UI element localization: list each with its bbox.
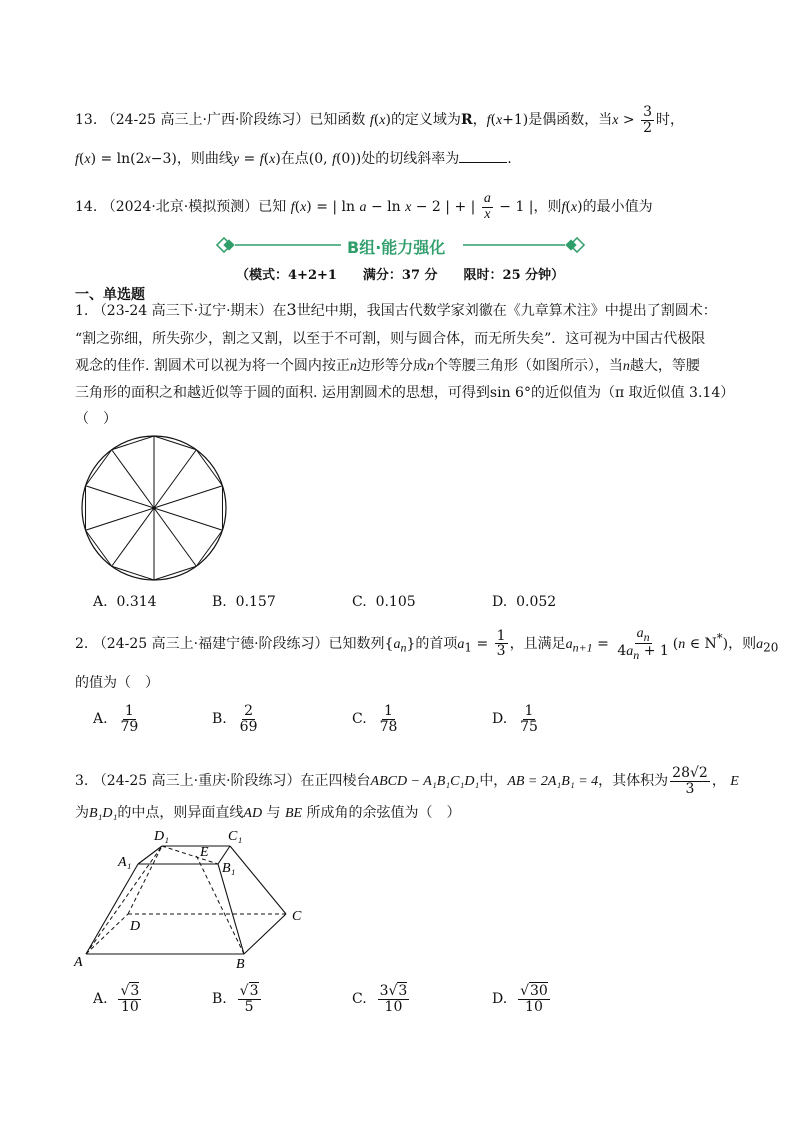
q13-fx: f <box>369 113 374 129</box>
q13-R: R <box>460 112 473 129</box>
label-D: D <box>130 919 141 934</box>
polygon-spoke <box>154 450 196 508</box>
polygon-spoke <box>112 508 154 566</box>
polygon-spoke <box>154 508 222 530</box>
q13-number: 13. <box>75 112 98 129</box>
q1-option-d[interactable]: D. 0.052 <box>492 594 557 610</box>
polygon-spoke <box>86 508 154 530</box>
polygon-edge <box>86 450 112 486</box>
polygon-edge <box>154 566 196 580</box>
banner-mode: （模式：4+2+1 满分：37 分 限时：25 分钟） <box>236 268 565 283</box>
polygon-edge <box>196 450 222 486</box>
q14-line: 14. （2024·北京·模拟预测）已知 f(x) = | ln a − ln x − 2 | + | $\frac{a}{x}$ − 1 |，则f(x)的最小值为 <box>75 191 653 222</box>
section-heading: 一、单选题 <box>75 287 145 303</box>
q3-option-b[interactable]: B. $\frac{√3}{5}$ <box>212 983 259 1015</box>
polygon-edge <box>196 530 222 566</box>
label-C1: C₁ <box>228 829 243 844</box>
q1-option-a[interactable]: A. 0.314 <box>93 594 157 610</box>
polygon-edge <box>154 436 196 450</box>
q3-option-a[interactable]: A. $\frac{√3}{10}$ <box>93 983 140 1015</box>
polygon-spoke <box>154 486 222 508</box>
label-A: A <box>74 955 83 970</box>
banner-title: B组·能力强化 <box>347 238 446 257</box>
polygon-spoke <box>112 450 154 508</box>
polygon-edge <box>86 530 112 566</box>
polygon-spoke <box>154 508 196 566</box>
q13-line1: 13. （24-25 高三上·广西·阶段练习）已知函数 f(x)的定义域为R，f(x+1)是偶函数，当x > $\frac{3}{2}$ 时， <box>75 104 685 136</box>
q1-line4: 三角形的面积之和越近似等于圆的面积. 运用割圆术的思想，可得到sin 6°的近似值为（π 取近似值 3.14） <box>75 385 735 401</box>
q2-option-b[interactable]: B. $\frac{2}{69}$ <box>212 703 258 735</box>
q2-option-d[interactable]: D. $\frac{1}{75}$ <box>492 703 538 735</box>
q13-line2: f(x) = ln(2x−3)，则曲线y = f(x)在点(0, f(0))处的切线斜率为 . <box>75 151 512 167</box>
q13-source: （24-25 高三上·广西·阶段练习）已知函数 <box>101 112 366 129</box>
q3-line1: 3. （24-25 高三上·重庆·阶段练习）在正四棱台ABCD − A₁B₁C₁D₁中，AB = 2A₁B₁ = 4，其体积为 $\frac{28√2}{3}$ ， E <box>75 765 739 797</box>
q3-option-c[interactable]: C. $\frac{3√3}{10}$ <box>352 983 408 1015</box>
label-B: B <box>236 957 245 972</box>
section-banner <box>215 232 585 262</box>
q1-option-b[interactable]: B. 0.157 <box>212 594 276 610</box>
q1-line1: 1. （23-24 高三下·辽宁·期末）在3世纪中期，我国古代数学家刘徽在《九章算术注》中提出了割圆术： <box>75 300 717 319</box>
q13-answer-blank[interactable] <box>459 162 507 163</box>
q2-line1: 2. （24-25 高三上·福建宁德·阶段练习）已知数列$\{a_n\}$的首项$a_1$ = $\frac{1}{3}$ ，且满足$a_{n+1}$ = $\frac{a_n}{4a_n + 1}$ (n ∈ N*)，则$a_{20}$ <box>75 626 779 663</box>
q1-line3: 观念的佳作. 割圆术可以视为将一个圆内按正n边形等分成n个等腰三角形（如图所示），当n越大，等腰 <box>75 358 700 374</box>
q1-circle-figure <box>70 434 240 584</box>
label-B1: B₁ <box>222 861 236 876</box>
q3-frustum-figure <box>68 826 328 972</box>
q2-option-a[interactable]: A. $\frac{1}{79}$ <box>93 703 139 735</box>
q1-paren: （ ） <box>75 411 117 427</box>
label-A1: A₁ <box>118 855 132 870</box>
polygon-edge <box>112 436 154 450</box>
q3-option-d[interactable]: D. $\frac{√30}{10}$ <box>492 983 548 1015</box>
polygon-spoke <box>86 486 154 508</box>
q2-line2: 的值为（ ） <box>75 675 159 691</box>
label-E: E <box>200 845 209 860</box>
polygon-edge <box>112 566 154 580</box>
q2-option-c[interactable]: C. $\frac{1}{78}$ <box>352 703 398 735</box>
q1-option-c[interactable]: C. 0.105 <box>352 594 416 610</box>
q1-line2: “割之弥细，所失弥少，割之又割，以至于不可割，则与圆合体，而无所失矣”．这可视为中国古代极限 <box>75 331 706 347</box>
q3-line2: 为B₁D₁的中点，则异面直线AD 与 BE 所成角的余弦值为（ ） <box>75 805 461 821</box>
label-D1: D₁ <box>154 829 169 844</box>
label-C: C <box>292 909 302 924</box>
